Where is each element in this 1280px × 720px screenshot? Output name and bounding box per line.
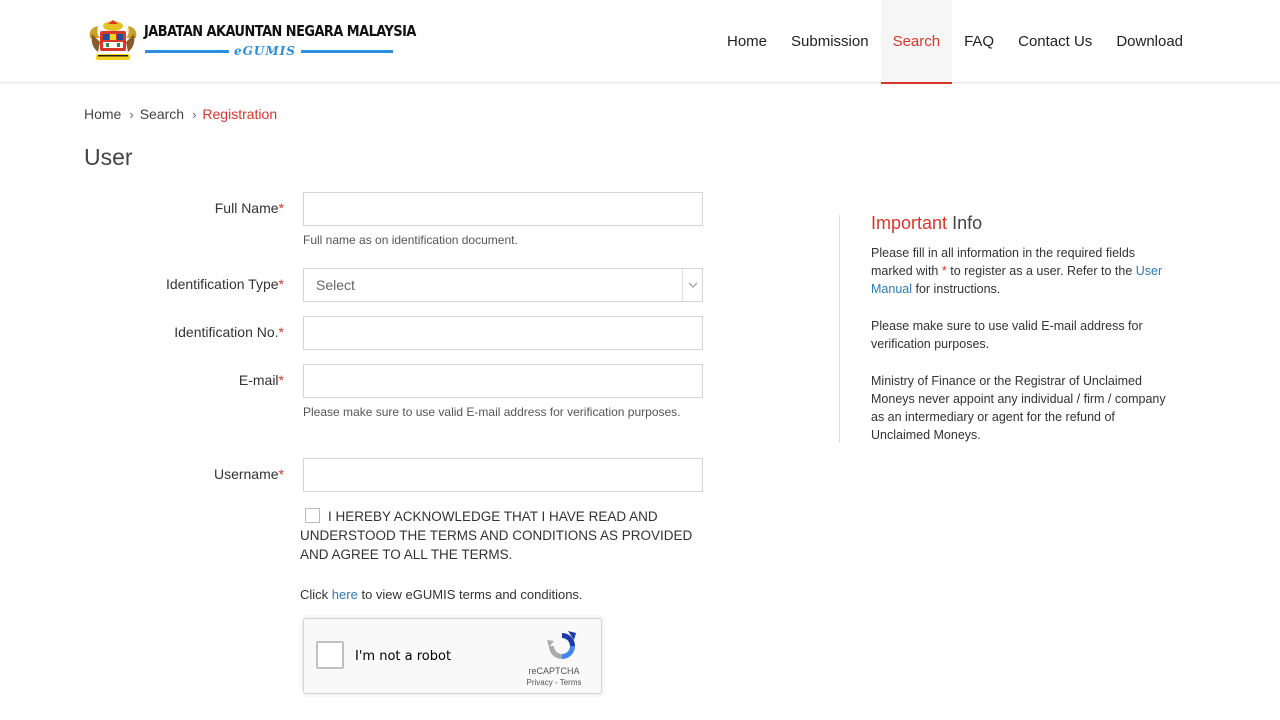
acknowledge-checkbox[interactable]	[305, 508, 320, 523]
info-paragraph-1	[871, 244, 1169, 298]
full-name-input[interactable]	[303, 192, 703, 226]
user-manual-link[interactable]: User Manual	[871, 264, 1163, 296]
recaptcha-brand: reCAPTCHA	[528, 666, 580, 676]
acknowledge-text: I HEREBY ACKNOWLEDGE THAT I HAVE READ AND UNDERSTOOD THE TERMS AND CONDITIONS AS PROVIDED AND AGREE TO ALL THE TERMS.	[300, 509, 693, 562]
required-mark: *	[278, 324, 284, 340]
info-p1-end: for instructions.	[915, 282, 1001, 296]
username-label	[84, 466, 284, 482]
id-no-label-text: Identification No.	[174, 324, 279, 340]
nav-download[interactable]: Download	[1116, 33, 1184, 50]
nav-faq[interactable]: FAQ	[964, 33, 995, 50]
acknowledge-row	[300, 507, 700, 564]
info-title-highlight: Important	[871, 213, 948, 233]
email-input[interactable]	[303, 364, 703, 398]
main-nav	[715, 0, 1195, 83]
recaptcha-link-separator: -	[554, 678, 558, 687]
required-mark: *	[278, 276, 284, 292]
required-mark: *	[278, 372, 284, 388]
nav-submission[interactable]: Submission	[791, 33, 869, 50]
chevron-right-icon: ›	[192, 106, 197, 122]
email-label	[84, 372, 284, 388]
id-type-select[interactable]	[303, 268, 703, 302]
breadcrumb-current: Registration	[202, 106, 278, 122]
breadcrumb	[84, 106, 277, 122]
recaptcha-checkbox[interactable]	[316, 641, 344, 669]
nav-search[interactable]: Search	[881, 0, 953, 83]
id-type-label-text: Identification Type	[165, 276, 279, 292]
required-mark: *	[278, 200, 284, 216]
id-no-label	[84, 324, 284, 340]
required-mark: *	[941, 264, 947, 278]
full-name-label	[84, 200, 284, 216]
brand-divider	[145, 50, 229, 53]
id-type-label	[84, 276, 284, 292]
info-paragraph-3: Ministry of Finance or the Registrar of Unclaimed Moneys never appoint any individual / firm / company as an intermediary or agent for the refund of Unclaimed Moneys.	[871, 374, 1166, 442]
required-mark: *	[278, 466, 284, 482]
info-p1-after: to register as a user. Refer to the	[950, 264, 1133, 278]
chevron-right-icon: ›	[129, 106, 134, 122]
info-title-rest: Info	[952, 213, 983, 233]
chevron-down-icon	[682, 269, 702, 301]
site-logo[interactable]	[86, 20, 416, 66]
email-label-text: E-mail	[238, 372, 279, 388]
brand-title: JABATAN AKAUNTAN NEGARA MALAYSIA	[144, 22, 416, 40]
username-input[interactable]	[303, 458, 703, 492]
site-header	[0, 0, 1280, 83]
nav-home[interactable]: Home	[727, 33, 768, 50]
info-paragraph-2: Please make sure to use valid E-mail address for verification purposes.	[871, 319, 1143, 351]
id-no-input[interactable]	[303, 316, 703, 350]
brand-divider	[301, 50, 393, 53]
breadcrumb-home[interactable]: Home	[84, 106, 122, 122]
nav-contact-us[interactable]: Contact Us	[1018, 33, 1093, 50]
brand-subtitle: eGUMIS	[234, 44, 296, 58]
recaptcha-terms-link[interactable]: Terms	[559, 678, 582, 687]
terms-prefix: Click	[300, 587, 329, 602]
terms-line	[300, 587, 583, 602]
recaptcha-logo-icon	[544, 629, 580, 663]
recaptcha-label: I'm not a robot	[355, 649, 452, 664]
full-name-label-text: Full Name	[214, 200, 279, 216]
email-help: Please make sure to use valid E-mail address for verification purposes.	[303, 405, 681, 419]
info-p1-before: Please fill in all information in the required fields marked with	[871, 246, 1136, 278]
recaptcha-widget	[303, 618, 602, 694]
page-title: User	[84, 144, 133, 170]
recaptcha-links	[519, 678, 589, 687]
important-info-panel	[839, 215, 1169, 443]
terms-link[interactable]: here	[331, 587, 358, 602]
username-label-text: Username	[213, 466, 279, 482]
breadcrumb-search[interactable]: Search	[139, 106, 185, 122]
id-type-selected: Select	[316, 277, 355, 293]
coat-of-arms-icon	[86, 20, 140, 64]
terms-suffix: to view eGUMIS terms and conditions.	[361, 587, 583, 602]
info-title	[871, 213, 1169, 234]
recaptcha-privacy-link[interactable]: Privacy	[526, 678, 553, 687]
full-name-help: Full name as on identification document.	[303, 233, 518, 247]
